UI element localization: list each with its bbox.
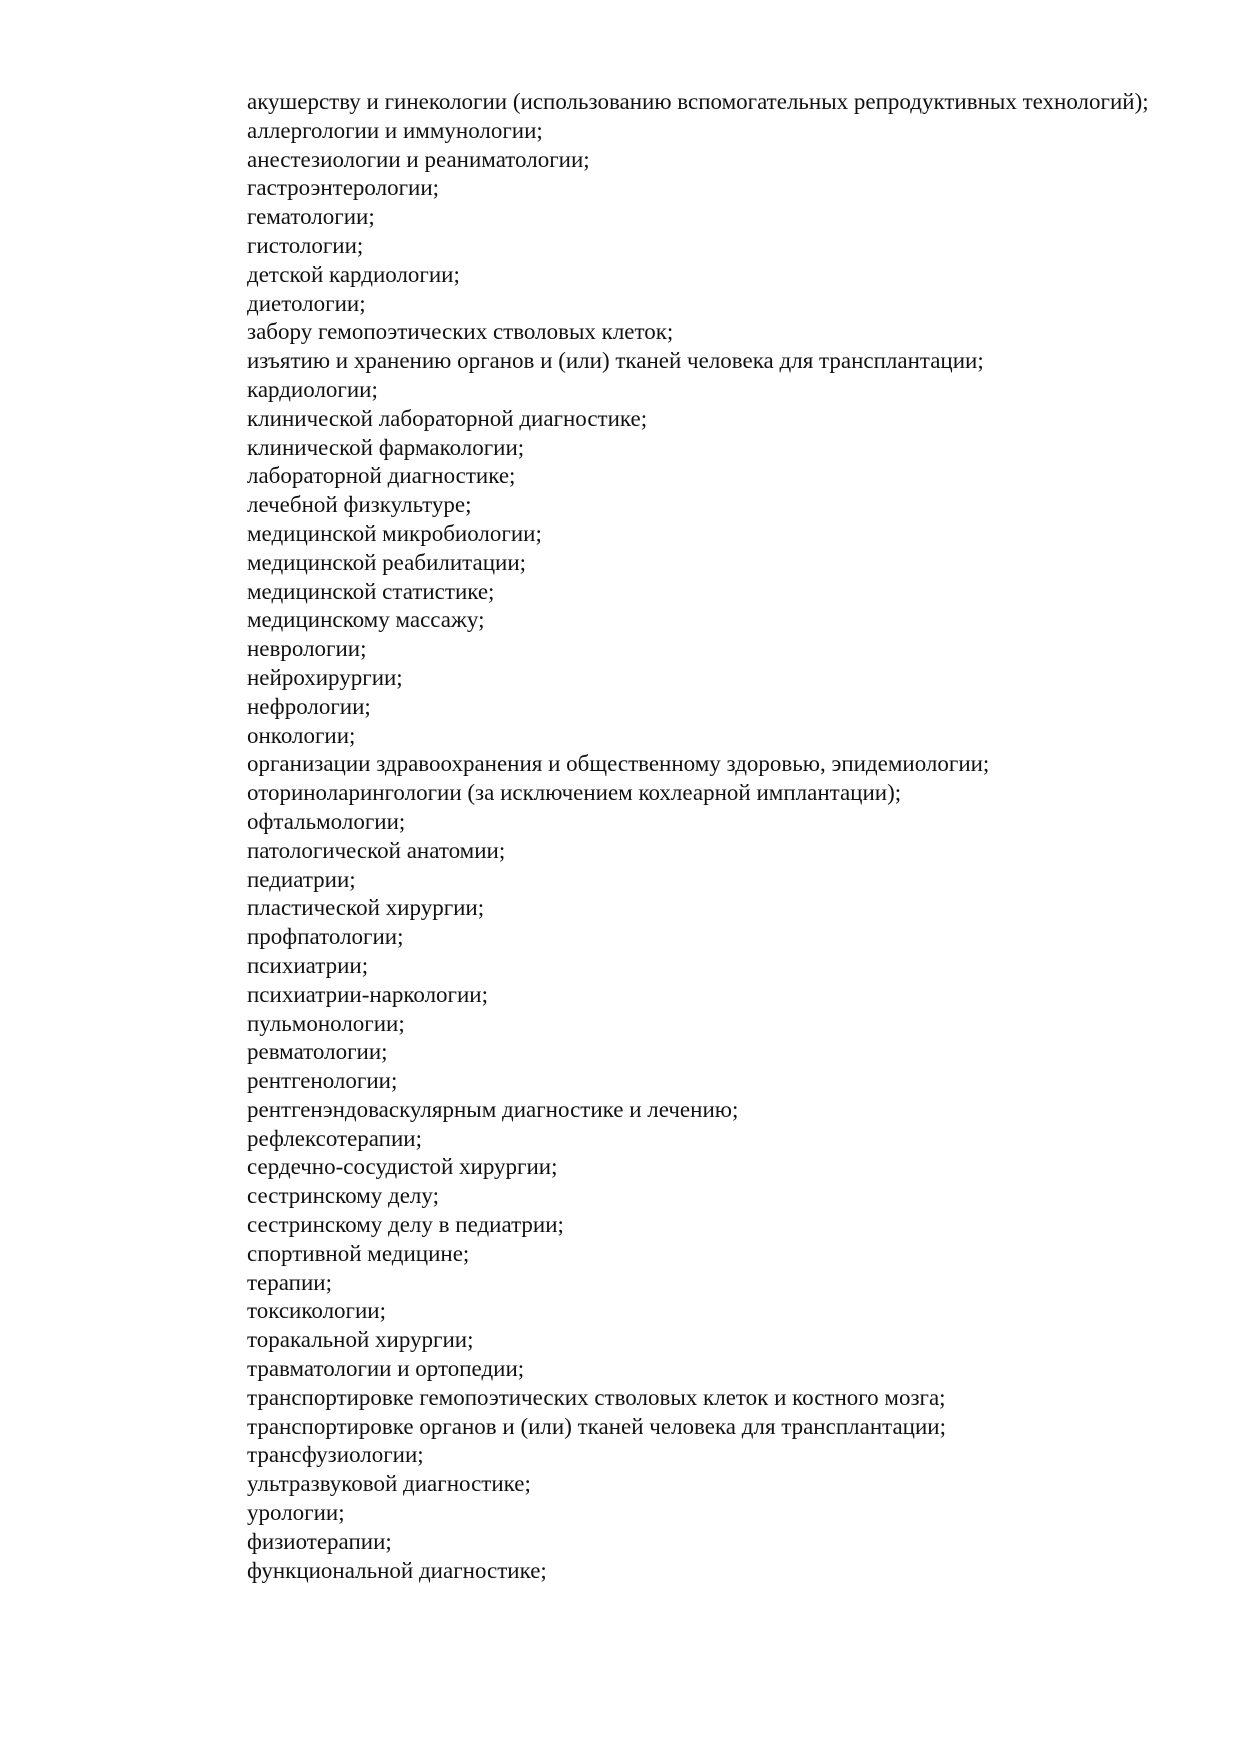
list-item: физиотерапии; <box>247 1528 392 1554</box>
list-item: трансфузиологии; <box>247 1442 424 1468</box>
list-item: терапии; <box>247 1269 332 1295</box>
list-item: профпатологии; <box>247 924 404 950</box>
list-item: функциональной диагностике; <box>247 1557 547 1583</box>
list-item: онкологии; <box>247 722 356 748</box>
list-item: спортивной медицине; <box>247 1240 470 1266</box>
list-item: токсикологии; <box>247 1298 386 1324</box>
list-item: урологии; <box>247 1500 345 1526</box>
list-item: травматологии и ортопедии; <box>247 1356 525 1382</box>
list-item: сестринскому делу в педиатрии; <box>247 1212 564 1238</box>
list-item: психиатрии; <box>247 952 369 978</box>
list-item: ультразвуковой диагностике; <box>247 1471 531 1497</box>
list-item: анестезиологии и реаниматологии; <box>247 146 590 172</box>
list-item: неврологии; <box>247 636 367 662</box>
list-item: забору гемопоэтических стволовых клеток; <box>247 319 674 345</box>
list-item: гематологии; <box>247 204 375 230</box>
list-item: лечебной физкультуре; <box>247 492 472 518</box>
list-item: нефрологии; <box>247 693 371 719</box>
list-item: пластической хирургии; <box>247 895 485 921</box>
list-item: торакальной хирургии; <box>247 1327 474 1353</box>
list-item: пульмонологии; <box>247 1010 405 1036</box>
list-item: оториноларингологии (за исключением кохлеарной имплантации); <box>247 780 902 806</box>
list-item: диетологии; <box>247 290 366 316</box>
list-item: сердечно-сосудистой хирургии; <box>247 1154 558 1180</box>
list-item: педиатрии; <box>247 866 356 892</box>
list-item: гистологии; <box>247 232 364 258</box>
list-item: медицинской статистике; <box>247 578 495 604</box>
list-item: организации здравоохранения и общественному здоровью, эпидемиологии; <box>247 751 990 777</box>
list-item: ревматологии; <box>247 1039 388 1065</box>
list-item: рентгенэндоваскулярным диагностике и лечению; <box>247 1096 739 1122</box>
list-item: аллергологии и иммунологии; <box>247 117 543 143</box>
specialty-list <box>148 117 1163 1586</box>
list-item: детской кардиологии; <box>247 261 460 287</box>
list-item: рефлексотерапии; <box>247 1125 422 1151</box>
list-item: рентгенологии; <box>247 1068 398 1094</box>
list-item: клинической лабораторной диагностике; <box>247 405 648 431</box>
list-item: изъятию и хранению органов и (или) тканей человека для трансплантации; <box>247 348 984 374</box>
list-item: сестринскому делу; <box>247 1183 439 1209</box>
list-item: нейрохирургии; <box>247 664 403 690</box>
list-item: гастроэнтерологии; <box>247 175 440 201</box>
list-item: транспортировке органов и (или) тканей человека для трансплантации; <box>247 1413 946 1439</box>
list-item: медицинской микробиологии; <box>247 520 542 546</box>
document-body <box>148 88 1163 1585</box>
list-item: патологической анатомии; <box>247 837 506 863</box>
list-item: лабораторной диагностике; <box>247 463 516 489</box>
list-item: транспортировке гемопоэтических стволовых клеток и костного мозга; <box>247 1384 946 1410</box>
list-item: медицинской реабилитации; <box>247 549 527 575</box>
continued-paragraph: акушерству и гинекологии (использованию вспомогательных репродуктивных технологий); <box>247 89 1149 114</box>
list-item: офтальмологии; <box>247 808 406 834</box>
list-item: медицинскому массажу; <box>247 607 485 633</box>
list-item: клинической фармакологии; <box>247 434 525 460</box>
list-item: кардиологии; <box>247 376 378 402</box>
list-item: психиатрии-наркологии; <box>247 981 488 1007</box>
